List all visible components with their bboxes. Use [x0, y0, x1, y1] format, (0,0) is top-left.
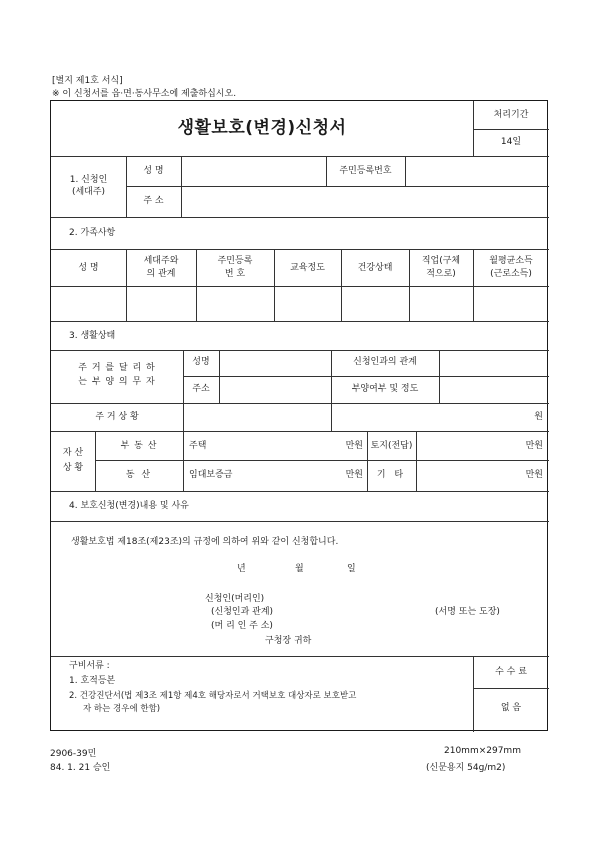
fee-label: 수 수 료	[495, 667, 527, 677]
house-manwon-unit: 만원	[345, 441, 363, 451]
living-section-title: 3. 생활상태	[69, 331, 116, 341]
applicant-name-field[interactable]	[182, 157, 325, 185]
family-col-income: 월평균소득	[489, 256, 533, 266]
request-section-title: 4. 보호신청(변경)내용 및 사유	[69, 501, 189, 511]
separate-dependent-label: 주 거 를 달 리 하	[78, 363, 156, 373]
real-estate-label: 부 동 산	[120, 441, 158, 451]
document-item-2-cont: 자 하는 경우에 한함)	[83, 704, 161, 714]
date-day: 일	[347, 564, 356, 574]
housing-status-field[interactable]	[184, 404, 330, 430]
applicant-label: 1. 신청인	[69, 175, 108, 185]
signature-or-seal: (서명 또는 도장)	[435, 607, 500, 617]
required-documents-label: 구비서류 :	[69, 661, 110, 671]
assets-label: 자 산	[62, 448, 84, 458]
family-col-name: 성 명	[78, 263, 99, 273]
separate-dependent-label-2: 는 부 양 의 무 자	[78, 377, 156, 387]
family-col-relation: 세대주와	[143, 256, 179, 266]
family-col-health: 건강상태	[357, 263, 393, 273]
head-address: (머 리 인 주 소)	[211, 621, 273, 631]
support-status-label: 부양여부 및 정도	[351, 384, 419, 394]
applicant-rrn-field[interactable]	[406, 157, 548, 185]
family-col-relation-2: 의 관계	[146, 269, 176, 279]
family-data-row[interactable]	[52, 287, 548, 320]
house-label: 주택	[189, 441, 207, 451]
support-status-field[interactable]	[440, 377, 548, 402]
dependent-address-field[interactable]	[220, 377, 330, 402]
approval-date: 84. 1. 21 승인	[50, 763, 111, 773]
applicant-relation: (신청인과 관계)	[211, 607, 274, 617]
movable-assets-label: 동 산	[125, 470, 153, 480]
assets-label-2: 상 황	[62, 463, 84, 473]
family-col-income-2: (근로소득)	[490, 269, 532, 279]
date-year: 년	[237, 564, 246, 574]
relation-to-applicant-label: 신청인과의 관계	[353, 357, 417, 367]
dependent-name-label: 성명	[192, 357, 210, 367]
family-col-rrn: 주민등록	[217, 256, 253, 266]
applicant-signatory: 신청인(머리인)	[205, 594, 265, 604]
application-statement: 생활보호법 제18조(제23조)의 규정에 의하여 위와 같이 신청합니다.	[71, 537, 339, 547]
form-number: [별지 제1호 서식]	[52, 76, 123, 86]
relation-to-applicant-field[interactable]	[440, 351, 548, 375]
deposit-label: 임대보증금	[189, 470, 233, 480]
housing-status-label: 주 거 상 황	[95, 412, 139, 422]
family-col-rrn-2: 번 호	[224, 269, 246, 279]
addressee: 구청장 귀하	[265, 636, 312, 646]
document-item-2: 2. 건강진단서(법 제3조 제1항 제4호 해당자로서 거택보호 대상자로 보호받고	[69, 691, 357, 701]
document-item-1: 1. 호적등본	[69, 676, 116, 686]
form-code: 2906-39민	[50, 749, 97, 759]
applicant-address-field[interactable]	[182, 187, 548, 216]
family-col-education: 교육정도	[290, 263, 325, 273]
paper-size: 210mm×297mm	[444, 746, 521, 756]
rrn-label: 주민등록번호	[339, 166, 392, 176]
family-col-job: 직업(구체	[421, 256, 461, 266]
processing-period-value: 14일	[500, 137, 522, 147]
address-label: 주 소	[143, 196, 164, 206]
fee-value: 없 음	[500, 703, 522, 713]
householder-label: (세대주)	[71, 187, 106, 197]
land-label: 토지(전답)	[370, 441, 413, 451]
family-section-title: 2. 가족사항	[69, 228, 116, 238]
other-assets-label: 기 타	[376, 470, 407, 480]
processing-period-label: 처리기간	[493, 110, 529, 120]
submission-note: ※ 이 신청서를 읍·면·동사무소에 제출하십시오.	[52, 89, 237, 99]
form-title: 생활보호(변경)신청서	[177, 118, 347, 138]
other-manwon-unit: 만원	[525, 470, 543, 480]
paper-type: (신문용지 54g/m2)	[426, 763, 506, 773]
application-form	[50, 100, 548, 731]
name-label: 성 명	[143, 166, 164, 176]
housing-won-unit: 원	[534, 412, 543, 422]
date-month: 월	[295, 564, 304, 574]
deposit-manwon-unit: 만원	[345, 470, 363, 480]
dependent-name-field[interactable]	[220, 351, 330, 375]
dependent-address-label: 주소	[192, 384, 210, 394]
family-col-job-2: 적으로)	[426, 269, 456, 279]
land-manwon-unit: 만원	[525, 441, 543, 451]
